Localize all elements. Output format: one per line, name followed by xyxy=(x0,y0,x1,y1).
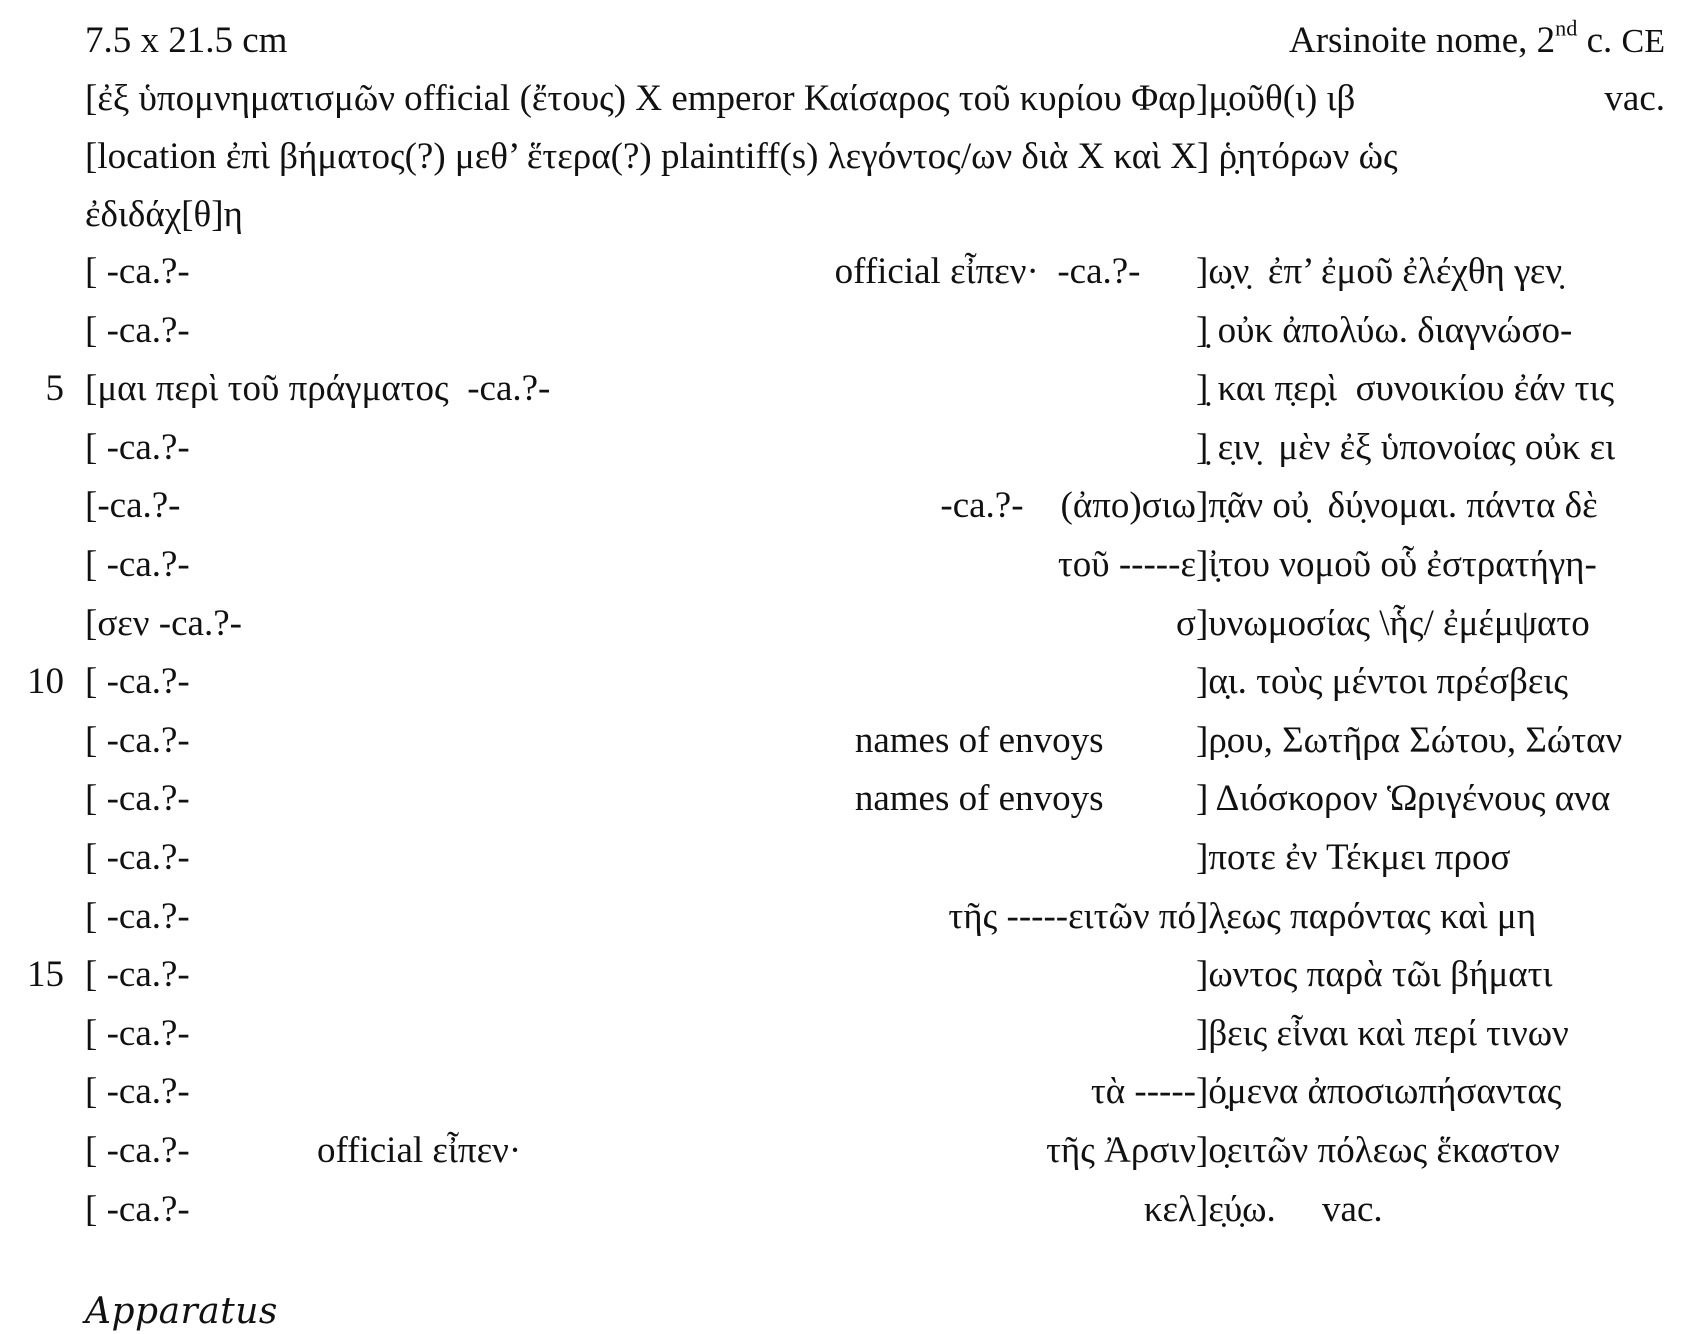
text-line xyxy=(0,953,1697,997)
line-preserved-text: ]ω̣ν̣ ἐπ’ ἐμοῦ ἐλέχθη γεν̣ xyxy=(1196,251,1563,292)
apparatus-heading: Apparatus xyxy=(85,1291,278,1332)
line-left-lacuna: [ -ca.?- xyxy=(85,954,190,996)
line-left-lacuna: [μαι περὶ τοῦ πράγματος -ca.?- xyxy=(85,368,551,410)
line-preserved-text: ]ο̣ειτῶν πόλεως ἕκαστον xyxy=(1196,1130,1560,1171)
line-restoration: names of envoys xyxy=(854,719,1196,761)
text-line xyxy=(0,1129,1697,1173)
line-left-lacuna: [ -ca.?- xyxy=(85,251,190,292)
text-line xyxy=(0,426,1697,470)
text-line xyxy=(0,777,1697,821)
text-line xyxy=(0,250,1697,294)
line-left-lacuna: [ -ca.?- xyxy=(85,1071,190,1113)
line-preserved-text: ]ποτε ἐν Τέκμει προσ xyxy=(1196,837,1511,878)
line-left-lacuna: [ -ca.?- xyxy=(85,1188,190,1230)
line-left-lacuna: [ -ca.?- xyxy=(85,661,190,703)
text-line xyxy=(0,895,1697,939)
vacat-marker: vac. xyxy=(1604,78,1665,119)
line-speaker-note: official εἶπεν· xyxy=(317,1130,522,1171)
text-line xyxy=(0,836,1697,880)
heading-line-1 xyxy=(0,77,1697,121)
line-preserved-text: ]̣ ε̣ιν̣ μὲν ἐξ ὑπονοίας οὐκ ει xyxy=(1196,426,1616,468)
heading-line-text: [location ἐπὶ βήματος(?) μεθ’ ἕτερα(?) plaintiff(s) λεγόντος/ων διὰ X καὶ X] ῥ̣ητόρων ὡς xyxy=(85,136,1398,177)
line-preserved-text: ]ωντος παρὰ τῶι βήματι xyxy=(1196,954,1553,996)
line-left-lacuna: [ -ca.?- xyxy=(85,426,190,468)
century-ordinal-suffix: nd xyxy=(1555,15,1578,41)
heading-line-text: [ἐξ ὑπομνηματισμῶν official (ἔτους) X emperor Καίσαρος τοῦ κυρίου Φαρ]μ̣οῦθ(ι) ιβ xyxy=(85,78,1356,119)
line-left-lacuna: [ -ca.?- xyxy=(85,1130,190,1171)
heading-line-3 xyxy=(0,193,1697,237)
header-row xyxy=(0,15,1697,63)
line-left-lacuna: [ -ca.?- xyxy=(85,544,190,585)
line-number: 10 xyxy=(27,661,64,703)
line-left-lacuna: [σεν -ca.?- xyxy=(85,602,242,644)
provenance-date xyxy=(1288,15,1665,64)
line-preserved-text: ]ε̣ύ̣ω. vac. xyxy=(1196,1188,1383,1230)
line-restoration: τῆς Ἀρσιν xyxy=(1046,1130,1196,1171)
line-preserved-text: ]̣ οὐκ ἀπολύω. διαγνώσο- xyxy=(1196,309,1573,351)
line-preserved-text: ]υνωμοσίας \ἧς/ ἐμέμψατο xyxy=(1196,602,1590,644)
text-line xyxy=(0,309,1697,353)
line-preserved-text: ]λ̣εως παρόντας καὶ μη xyxy=(1196,895,1537,937)
text-line xyxy=(0,543,1697,587)
text-line xyxy=(0,1012,1697,1056)
text-line xyxy=(0,484,1697,528)
heading-line-text: ἐδιδάχ[θ]η xyxy=(85,194,243,235)
text-line xyxy=(0,1070,1697,1114)
line-restoration: τὰ ----- xyxy=(1090,1071,1196,1113)
line-preserved-text: ]π̣ᾶν οὐ̣ δύ̣νομαι. πάντα δὲ xyxy=(1196,485,1598,527)
line-restoration: τῆς -----ειτῶν πό xyxy=(948,895,1196,937)
line-preserved-text: ]ἰ̣του νομοῦ οὗ ἐστρατήγη- xyxy=(1196,544,1597,585)
line-restoration: κελ xyxy=(1143,1188,1196,1230)
line-number: 15 xyxy=(27,954,64,996)
line-restoration: official εἶπεν· -ca.?- xyxy=(834,251,1196,292)
papyrus-dimensions: 7.5 x 21.5 cm xyxy=(85,20,288,61)
text-line xyxy=(0,1188,1697,1232)
text-line xyxy=(0,719,1697,763)
line-restoration: -ca.?- (ἀπο)σιω xyxy=(940,485,1196,527)
line-left-lacuna: [-ca.?- xyxy=(85,485,181,527)
line-restoration: σ xyxy=(1176,602,1196,644)
line-number: 5 xyxy=(45,368,64,410)
line-left-lacuna: [ -ca.?- xyxy=(85,895,190,937)
provenance-text: Arsinoite nome, 2 xyxy=(1288,20,1556,61)
line-preserved-text: ]α̣ι. τοὺς μέντοι πρέσβεις xyxy=(1196,661,1569,703)
line-preserved-text: ]̣ και π̣ερ̣ὶ συνοικίου ἐάν τις xyxy=(1196,368,1615,410)
line-preserved-text: ] Διόσκορον Ὡριγένους ανα xyxy=(1196,778,1611,820)
text-line xyxy=(0,367,1697,411)
line-left-lacuna: [ -ca.?- xyxy=(85,309,190,351)
line-left-lacuna: [ -ca.?- xyxy=(85,837,190,878)
line-left-lacuna: [ -ca.?- xyxy=(85,1012,190,1054)
heading-line-2 xyxy=(0,135,1697,179)
text-line xyxy=(0,660,1697,704)
line-left-lacuna: [ -ca.?- xyxy=(85,778,190,820)
century-label: c. xyxy=(1577,20,1622,61)
line-preserved-text: ]ό̣μενα ἀποσιωπήσαντας xyxy=(1196,1071,1562,1113)
era-label: CE xyxy=(1621,23,1665,60)
line-restoration: names of envoys xyxy=(854,778,1196,820)
line-restoration: τοῦ -----ε xyxy=(1057,544,1196,585)
line-left-lacuna: [ -ca.?- xyxy=(85,719,190,761)
text-line xyxy=(0,602,1697,646)
line-preserved-text: ]ρ̣ου, Σωτῆρα Σώτου, Σώταν xyxy=(1196,719,1623,761)
line-preserved-text: ]βεις εἶναι καὶ περί τινων xyxy=(1196,1012,1569,1054)
